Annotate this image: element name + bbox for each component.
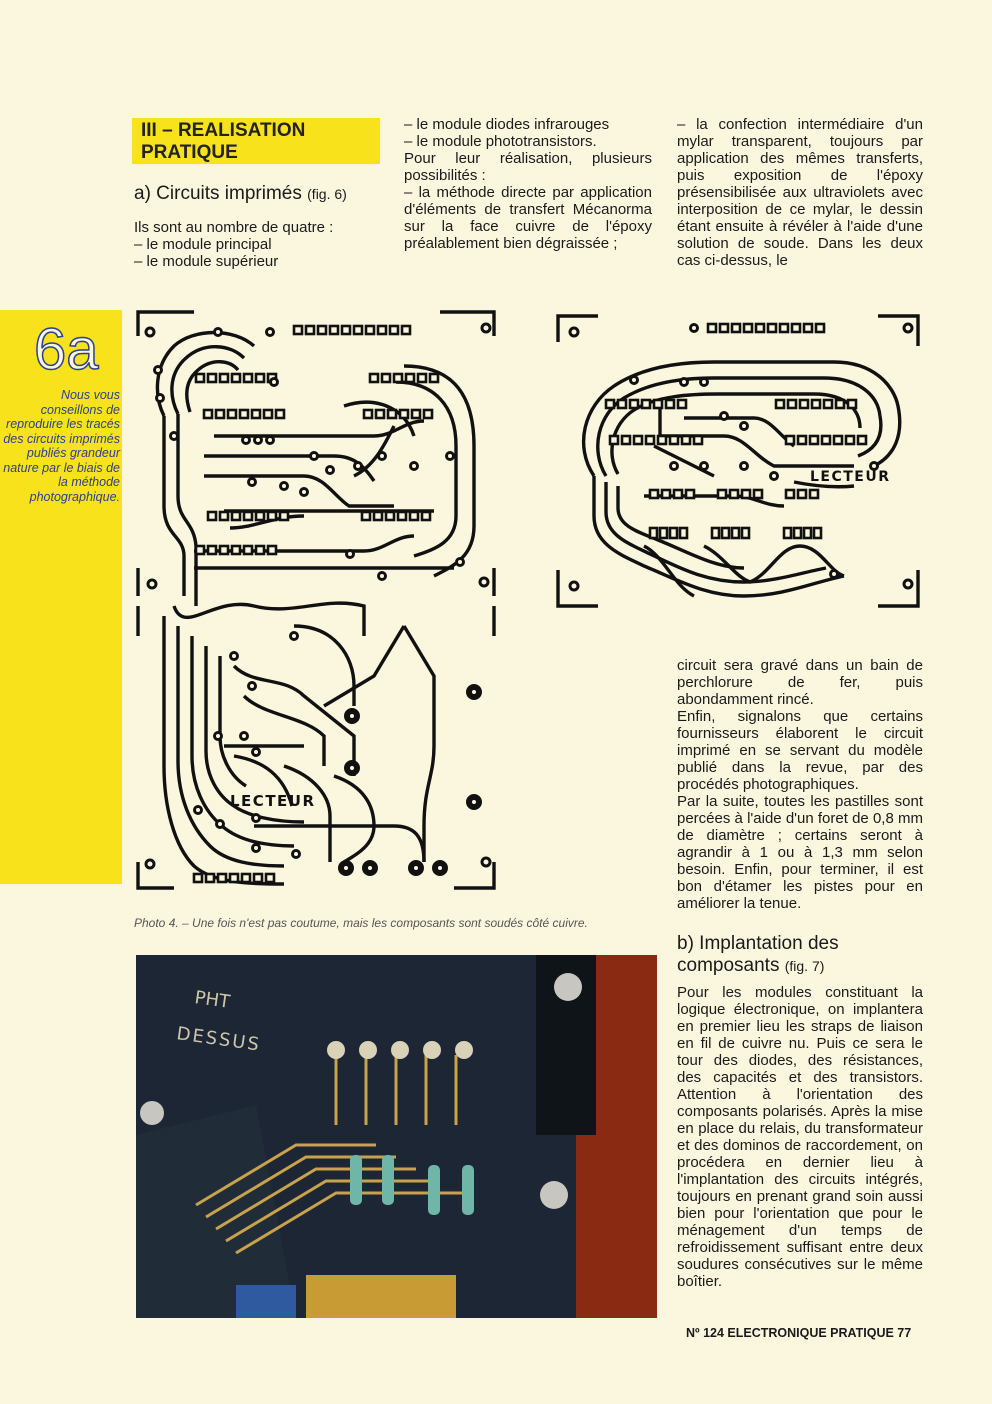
subheading-a bbox=[134, 183, 347, 205]
pcb-reader-label: LECTEUR bbox=[810, 469, 891, 485]
subheading-a-title: a) Circuits imprimés bbox=[134, 183, 302, 204]
col3-paragraph: – la confection intermédiaire d'un mylar transparent, toujours par application des mêmes transferts, puis exposition de l'époxy présensibilisée aux ultraviolets avec interposition de ce mylar, le dessin étant ensuite à révéler à l'aide d'une solution de soude. Dans les deux cas ci-dessus, le bbox=[677, 116, 923, 269]
pcb-reader-module bbox=[554, 306, 924, 610]
photo-4 bbox=[136, 955, 657, 1318]
col3-paragraph: Par la suite, toutes les pastilles sont percées à l'aide d'un foret de 0,8 mm de diamètre ; certains seront à agrandir à 1 ou à 1,3 mm selon besoin. Enfin, pour terminer, il est bon d'étamer les pistes pour en améliorer la tenue. bbox=[677, 793, 923, 912]
page-footer: Nº 124 ELECTRONIQUE PRATIQUE 77 bbox=[686, 1326, 912, 1340]
column-3-top bbox=[677, 116, 923, 269]
subheading-b-title: b) Implantation des composants bbox=[677, 933, 839, 976]
pcb-main-label: LECTEUR bbox=[230, 792, 316, 810]
col1-line: Ils sont au nombre de quatre : bbox=[134, 219, 334, 236]
subheading-a-ref: (fig. 6) bbox=[307, 186, 347, 202]
photo-label-pht: PHT bbox=[193, 987, 232, 1013]
figure-number: 6a bbox=[34, 317, 99, 382]
col3-paragraph: Pour les modules constituant la logique électronique, on implantera en premier lieu les straps de liaison en fil de cuivre nu. Puis ce sera le tour des diodes, des résistances, des capacités et des transistors. Attention à l'orientation des composants polarisés. Après la mise en place du relais, du transformateur et des dominos de raccordement, on procédera en dernier lieu à l'implantation des circuits intégrés, toujours en prenant grand soin aussi bien pour l'orientation que pour le ménagement d'un temps de refroidissement suffisant entre deux soudures consécutives sur le même boîtier. bbox=[677, 984, 923, 1290]
column-1 bbox=[134, 219, 382, 270]
col2-line: Pour leur réalisation, plusieurs possibilités : bbox=[404, 150, 652, 184]
ic-row-top bbox=[294, 326, 410, 334]
col2-line: – la méthode directe par application d'éléments de transfert Mécanorma sur la face cuivre de l'époxy préalablement bien dégraissée ; bbox=[404, 184, 652, 252]
subheading-b-ref: (fig. 7) bbox=[784, 958, 825, 974]
col3-paragraph: circuit sera gravé dans un bain de perchlorure de fer, puis abondamment rincé. bbox=[677, 657, 923, 708]
section-title: III – REALISATION PRATIQUE bbox=[132, 118, 380, 164]
column-2 bbox=[404, 116, 652, 252]
figure-caption: Nous vous conseillons de reproduire les tracés des circuits imprimés publiés grandeur nature par le biais de la méthode photographique. bbox=[3, 388, 120, 504]
pcb-main-module bbox=[134, 306, 502, 892]
photo-caption: Photo 4. – Une fois n'est pas coutume, mais les composants sont soudés côté cuivre. bbox=[134, 916, 588, 930]
photo-illustration bbox=[136, 955, 657, 1318]
col3-paragraph: Enfin, signalons que certains fournisseurs élaborent le circuit imprimé en se servant du modèle publié dans la revue, par des procédés photographiques. bbox=[677, 708, 923, 793]
col1-line: – le module supérieur bbox=[134, 253, 279, 270]
col2-line: – le module diodes infrarouges bbox=[404, 116, 610, 133]
photo-label-dessus: DESSUS bbox=[175, 1023, 263, 1056]
col2-line: – le module phototransistors. bbox=[404, 133, 597, 150]
column-3-bottom bbox=[677, 984, 923, 1290]
col1-line: – le module principal bbox=[134, 236, 272, 253]
subheading-b bbox=[677, 933, 923, 977]
column-3-middle bbox=[677, 657, 923, 912]
